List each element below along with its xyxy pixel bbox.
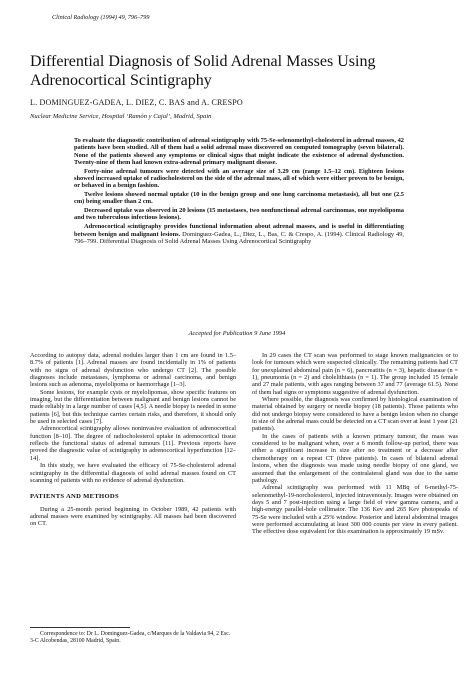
right-column (252, 352, 458, 536)
body-paragraph: According to autopsy data, adrenal nodules larger than 1 cm are found in 1.5–8.7% of patients [1]. Adrenal masses are found incidentally in 1% of patients with no signs of adrenal dysfunction who undergo CT [2]. The possible diagnoses include metastases, lymphoma or adrenal carcinoma, and benign lesions such as adenoma, myelolipoma or haemorrhage [1–3]. (30, 352, 236, 389)
body-paragraph: Some lesions, for example cysts or myelolipomas, show specific features on imaging, but the differentiation between malignant and benign lesions cannot be made reliably in a large number of cases [4,5]. A needle biopsy is needed in some patients [6], but this technique carries certain risks, and therefore, it should only be used in selected cases [7]. (30, 388, 236, 426)
body-paragraph: During a 25-month period beginning in October 1989, 42 patients with adrenal masses were examined by scintigraphy. All masses had been discovered on CT. (30, 505, 236, 528)
citation: Dominguez-Gadea, L., Diez, L., Bas, C. & Crespo, A. (1994). Clinical Radiology 49, 796–799. Differential Diagnosis of Solid Adrenal Masses Using Adrenocortical Scintigraphy (74, 230, 404, 245)
footnote-divider (30, 627, 130, 628)
correspondence-note: Correspondence to: Dr L. Dominguez-Gadea, c/Marques de la Valdavia 94, 2 Esc. 3-C Alcobendas, 28100 Madrid, Spain. (30, 631, 231, 644)
abstract-paragraph: Adrenocortical scintigraphy provides functional information about adrenal masses, and is useful in differentiating between benign and malignant lesions. (74, 223, 404, 238)
journal-header: Clinical Radiology (1994) 49, 796–799 (52, 14, 150, 21)
abstract-paragraph: To evaluate the diagnostic contribution of adrenal scintigraphy with 75-Se-selenomethyl-cholesterol in adrenal masses, 42 patients have been studied. All of them had a solid adrenal mass discovered on computed tomography (seven bilateral). None of the patients showed any symptoms or clinical signs that might indicate the existence of adrenal dysfunction. Twenty-nine of them had known extra-adrenal primary malignant disease. (74, 137, 404, 166)
body-paragraph: Where possible, the diagnosis was confirmed by histological examination of material obtained by surgery or needle biopsy (18 patients). Those patients who did not undergo biopsy were considered to have a benign lesion when no change in size of the adrenal mass could be detected on a CT scan over at least 1 year (21 patients). (252, 396, 458, 433)
body-paragraph: In 29 cases the CT scan was performed to stage known malignancies or to look for tumours which were suspected clinically. The remaining patients had CT for unexplained abdominal pain (n = 6), pancreatitis (n = 3), hepatic disease (n = 1), pneumonia (n = 2) and cholelithiasis (n = 1). The group included 15 female and 27 male patients, with ages ranging between 37 and 77 (average 61.5). None of them had signs or symptoms suggestive of adrenal dysfunction. (252, 352, 458, 396)
left-column (30, 352, 236, 528)
affiliation: Nuclear Medicine Service, Hospital ‘Ramón y Cajal’, Madrid, Spain (30, 113, 212, 120)
abstract-paragraph: Twelve lesions showed normal uptake (10 in the benign group and one lung carcinoma metastasis), all but one (2.5 cm) being smaller than 2 cm. (74, 191, 404, 206)
accepted-date: Accepted for Publication 9 June 1994 (188, 330, 286, 337)
body-paragraph: Adrenocortical scintigraphy allows noninvasive evaluation of adrenocortical function [8–10]. The degree of radiocholesterol uptake in adrenocortical tissue reflects the functional status of adrenal tumours [11]. Previous reports have proved the diagnostic value of scintigraphy in adrenocortical hyperfunction [12–14]. (30, 425, 236, 462)
section-heading: PATIENTS AND METHODS (30, 493, 119, 501)
author-list: L. DOMINGUEZ-GADEA, L. DIEZ, C. BAS and A. CRESPO (30, 98, 243, 107)
abstract (74, 137, 404, 247)
abstract-paragraph: Forty-nine adrenal tumours were detected with an average size of 3.29 cm (range 1.5–12 cm). Eighteen lesions showed increased uptake of radiocholesterol on the side of the adrenal mass, all of which were either proven to be benign, or behaved in a benign fashion. (74, 167, 404, 190)
abstract-conclusion (74, 223, 404, 245)
body-paragraph: In the cases of patients with a known primary tumour, the mass was considered to be malignant when, over a 6 month follow-up period, there was either a significant increase in size after no treatment or a decrease after chemotherapy on a repeat CT (three patients). In cases of bilateral adrenal lesions, when the diagnosis was made using needle biopsy of one gland, we assumed that the enlargement of the contralateral gland was due to the same pathology. (252, 432, 458, 484)
body-paragraph: Adrenal scintigraphy was performed with 11 MBq of 6-methyl-75-selenomethyl-19-norcholesterol, injected intravenously. Images were obtained on days 5 and 7 post-injection using a large field of view gamma camera, and a high-energy parallel-hole collimator. The 136 Kev and 265 Kev photopeaks of 75-Se were included with a 25% window. Posterior and lateral abdominal images were performed accumulating at least 300 000 counts per view in every patient. The effective dose equivalent for this examination is approximately 19 mSv. (252, 484, 458, 536)
abstract-paragraph: Decreased uptake was observed in 20 lesions (15 metastases, two nonfunctional adrenal carcinomas, one myelolipoma and two tuberculous infectious lesions). (74, 207, 404, 222)
body-paragraph: In this study, we have evaluated the efficacy of 75-Se-cholesterol adrenal scintigraphy in the differential diagnosis of solid adrenal masses found on CT scanning of patients with no evidence of adrenal dysfunction. (30, 462, 236, 484)
article-title: Differential Diagnosis of Solid Adrenal Masses Using Adrenocortical Scintigraphy (30, 53, 376, 89)
